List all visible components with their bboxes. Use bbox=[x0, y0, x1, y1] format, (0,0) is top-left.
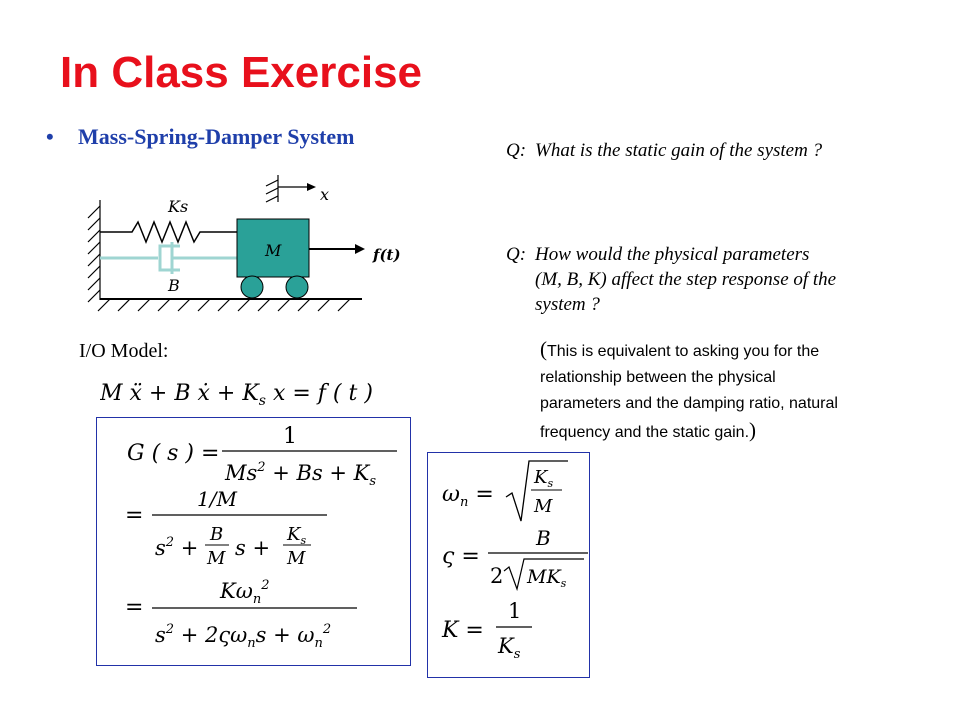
displacement-arrow bbox=[266, 175, 316, 202]
question-step-response bbox=[506, 242, 946, 322]
svg-text:1/M: 1/M bbox=[197, 487, 237, 511]
damper-label: B bbox=[168, 276, 180, 295]
force-arrow bbox=[309, 244, 365, 254]
question-key: Q: bbox=[506, 140, 527, 161]
svg-text:MKs: $MK_s$ bbox=[527, 566, 567, 590]
svg-text:2: 2 bbox=[490, 564, 504, 588]
question-text: What is the static gain of the system ? bbox=[535, 140, 823, 161]
svg-text:M: M bbox=[287, 548, 306, 569]
svg-text:B: B bbox=[210, 524, 224, 545]
spring-label: Ks bbox=[168, 197, 189, 216]
ground bbox=[98, 299, 362, 311]
svg-text:B: B bbox=[536, 526, 551, 550]
bullet-text: Mass-Spring-Damper System bbox=[78, 124, 355, 149]
equation-transfer-function bbox=[97, 418, 410, 665]
note-line: relationship between the physical bbox=[540, 369, 776, 386]
svg-text:M ẍ + B ẋ + Ks x = f ( t ): M ẍ + B ẋ + $K_s$ x = f ( t ) bbox=[100, 381, 373, 409]
force-label: f(t) bbox=[373, 246, 401, 264]
wheel-right bbox=[286, 276, 308, 298]
page-title: In Class Exercise bbox=[60, 48, 423, 97]
svg-text:ς =: ς = bbox=[442, 544, 480, 569]
bullet-item bbox=[46, 124, 354, 150]
svg-text:M: M bbox=[207, 548, 226, 569]
svg-text:Ks: $K_s$ bbox=[534, 467, 554, 490]
note-line: parameters and the damping ratio, natural bbox=[540, 395, 838, 412]
note-line: This is equivalent to asking you for the bbox=[547, 343, 820, 360]
question-key: Q: bbox=[506, 244, 527, 265]
svg-text:Kωn2: $K\omega_n^2$ bbox=[220, 578, 270, 607]
svg-text:M: M bbox=[534, 496, 553, 517]
equation-parameters bbox=[428, 453, 589, 677]
svg-text:s2 +: $s^2$ + bbox=[155, 535, 199, 560]
wheel-left bbox=[241, 276, 263, 298]
svg-text:1: 1 bbox=[283, 424, 297, 449]
damper bbox=[100, 242, 237, 274]
mass-spring-damper-diagram bbox=[80, 170, 420, 315]
parameters-box bbox=[427, 452, 590, 678]
spring bbox=[100, 222, 237, 242]
svg-text:Ms2 + Bs + Ks: $Ms^2 + Bs + K_s$ bbox=[225, 460, 377, 489]
svg-text:s +: s + bbox=[235, 536, 271, 560]
displacement-label: x bbox=[320, 185, 330, 204]
equation-ode bbox=[100, 372, 400, 412]
bullet-marker: • bbox=[46, 124, 54, 149]
note-paragraph bbox=[540, 336, 940, 446]
note-close-paren: ) bbox=[749, 418, 757, 442]
wall bbox=[88, 200, 100, 302]
svg-text:1: 1 bbox=[508, 599, 522, 623]
svg-text:=: = bbox=[125, 503, 144, 528]
question-line: How would the physical parameters bbox=[535, 244, 810, 265]
svg-text:K =: K = bbox=[442, 618, 484, 643]
svg-text:Ks: $K_s$ bbox=[287, 524, 307, 547]
io-model-label: I/O Model: bbox=[79, 340, 169, 362]
question-static-gain bbox=[506, 138, 946, 164]
mass-label: M bbox=[265, 241, 282, 260]
note-line: frequency and the static gain. bbox=[540, 424, 750, 441]
question-line: system ? bbox=[535, 294, 600, 315]
note-open-paren: ( bbox=[540, 337, 547, 361]
svg-text:s2 + 2ςωns + ωn2: $s^2 + 2\varsigma\omega_ns + \omega_n^2$ bbox=[155, 622, 332, 651]
svg-text:G ( s ) =: G ( s ) = bbox=[127, 441, 220, 466]
svg-text:=: = bbox=[125, 595, 144, 620]
transfer-function-box bbox=[96, 417, 411, 666]
svg-text:ωn =: $\omega_n$ = bbox=[442, 482, 494, 510]
svg-text:Ks: $K_s$ bbox=[498, 634, 521, 662]
question-line: (M, B, K) affect the step response of the bbox=[535, 269, 837, 290]
